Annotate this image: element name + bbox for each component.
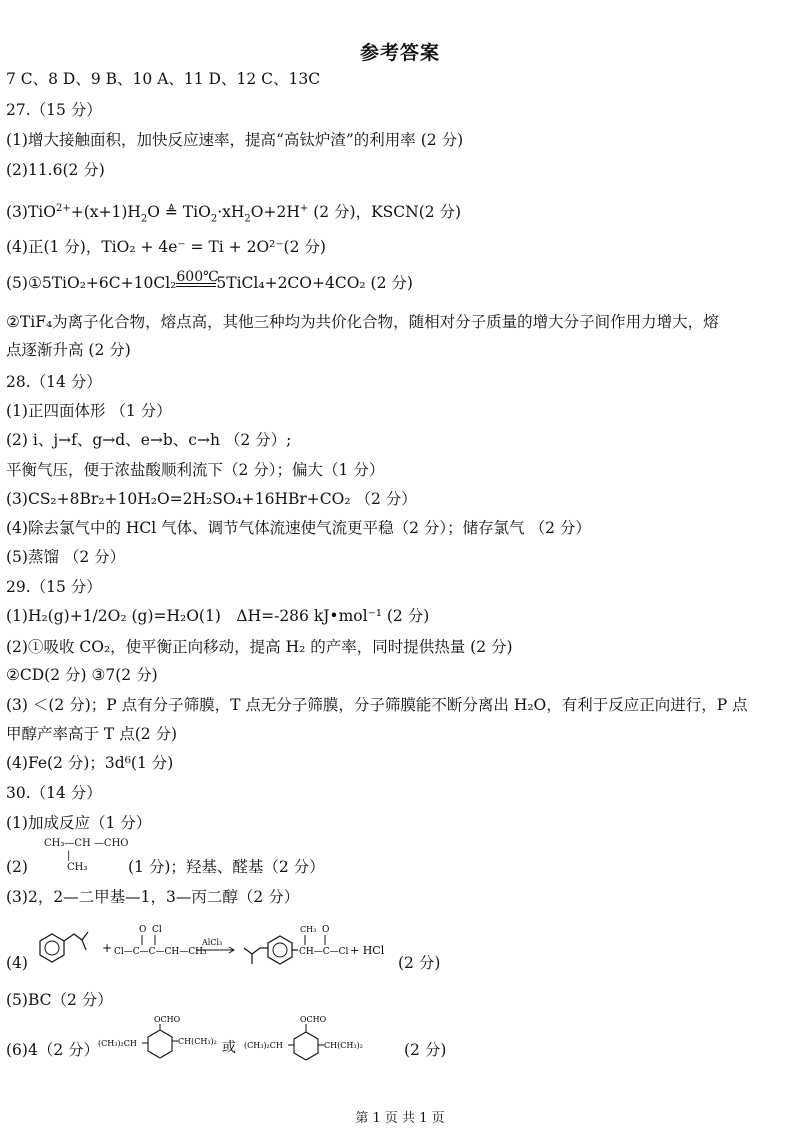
benzene-ring-icon [294, 1032, 318, 1060]
q30-answer-2-rest: (1 分)；羟基、醛基（2 分） [128, 858, 325, 876]
q27-answer-5: (5)①5TiO₂+6C+10Cl₂ 600℃ 5TiCl₄+2CO+4CO₂ (2 分) [6, 272, 413, 294]
q30-answer-2-label: (2) [6, 858, 28, 876]
q30-answer-6-label: (6)4（2 分） [6, 1041, 100, 1059]
q28-answer-2: (2) i、j→f、g→d、e→b、c→h （2 分）; [6, 431, 292, 449]
q28-answer-3: (3)CS₂+8Br₂+10H₂O=2H₂SO₄+16HBr+CO₂ （2 分） [6, 490, 417, 508]
q29-answer-2b: ②CD(2 分) ③7(2 分) [6, 666, 158, 684]
q30-answer-6-score: (2 分) [404, 1041, 447, 1059]
benzene-ring-icon [268, 936, 292, 964]
isobutyl-chain-icon [64, 932, 88, 941]
q27-answer-3: $(3)TiO^{2+}+(x+1)H_2O$ ≜ $TiO_2\cdot xH_2O+2H^+$ (2 分)，KSCN(2 分) [6, 203, 462, 225]
q28-answer-2b: 平衡气压，便于浓盐酸顺利流下（2 分）；偏大（1 分） [6, 461, 385, 479]
isomer-1-formate: OCHO [154, 1015, 181, 1024]
q28-header: 28.（14 分） [6, 373, 102, 391]
carbonyl-o: O [139, 925, 147, 935]
q29-answer-1: (1)H₂(g)+1/2O₂ (g)=H₂O(1) ΔH=-286 kJ•mol⁻¹ (2 分) [6, 607, 430, 625]
benzene-ring-icon [40, 934, 64, 962]
q30-answer-4-label: (4) [6, 954, 28, 972]
q27-answer-1: (1)增大接触面积，加快反应速率，提高“高钛炉渣”的利用率 (2 分) [6, 131, 464, 149]
product-methyl: CH₃ [300, 925, 317, 934]
product-formula: CH—C—Cl [299, 947, 349, 957]
q28-answer-1: (1)正四面体形 （1 分） [6, 402, 172, 420]
isomer-2-left-group: (CH₃)₂CH [244, 1041, 283, 1050]
isomer-2-formate: OCHO [300, 1015, 327, 1024]
plus-sign: + [102, 941, 113, 955]
isomer-structures [98, 1012, 408, 1064]
q27-answer-5b-line1: ②TiF₄为离子化合物，熔点高，其他三种均为共价化合物，随相对分子质量的增大分子间作用力增大，熔 [6, 313, 719, 331]
q27-header: 27.（15 分） [6, 101, 102, 119]
q29-answer-3-line2: 甲醇产率高于 T 点(2 分) [6, 725, 178, 743]
q30-answer-3: (3)2，2—二甲基—1，3—丙二醇（2 分） [6, 888, 300, 906]
q30-answer-5: (5)BC（2 分） [6, 991, 113, 1009]
or-word: 或 [222, 1040, 236, 1056]
q27-answer-5b-line2: 点逐渐升高 (2 分) [6, 341, 131, 359]
q27-answer-4: (4)正(1 分)，TiO₂ + 4e⁻ = Ti + 2O²⁻(2 分) [6, 238, 326, 256]
alpha-cl: Cl [152, 925, 162, 935]
isomer-1-left-group: (CH₃)₂CH [98, 1039, 137, 1048]
catalyst-label: AlCl₃ [202, 938, 223, 947]
q30-header: 30.（14 分） [6, 784, 102, 802]
isomer-1-right-group: CH(CH₃)₂ [178, 1037, 217, 1046]
q29-answer-2: (2)①吸收 CO₂，使平衡正向移动，提高 H₂ 的产率，同时提供热量 (2 分) [6, 638, 513, 656]
isomer-2-right-group: CH(CH₃)₂ [324, 1041, 363, 1050]
benzene-ring-icon [148, 1030, 172, 1058]
q29-answer-3-line1: (3) ＜(2 分)；P 点有分子筛膜，T 点无分子筛膜，分子筛膜能不断分离出 H₂O，有利于反应正向进行，P 点 [6, 696, 748, 714]
aromatic-circle-icon [273, 943, 287, 957]
q29-header: 29.（15 分） [6, 578, 102, 596]
page-footer: 第 1 页 共 1 页 [355, 1111, 445, 1126]
q27-answer-2: (2)11.6(2 分) [6, 161, 105, 179]
q29-answer-4: (4)Fe(2 分)；3d⁶(1 分) [6, 754, 174, 772]
hcl-byproduct: + HCl [350, 944, 385, 957]
q28-answer-4: (4)除去氯气中的 HCl 气体、调节气体流速使气流更平稳（2 分）；储存氯气 （2 分） [6, 519, 591, 537]
mc-answers: 7 C、8 D、9 B、10 A、11 D、12 C、13C [6, 70, 321, 88]
q28-answer-5: (5)蒸馏 （2 分） [6, 548, 126, 566]
structure-2-methylpropanal: CH₃—CH —CHO | CH₃ [44, 838, 129, 873]
q30-answer-1: (1)加成反应（1 分） [6, 814, 152, 832]
page-title: 参考答案 [359, 42, 440, 64]
aromatic-circle-icon [45, 941, 59, 955]
acyl-chloride-formula: Cl—C—C—CH—CH₃ [114, 947, 207, 957]
reaction-condition: 600℃ [176, 269, 219, 285]
reaction-4-scheme [30, 918, 390, 978]
product-carbonyl-o: O [322, 925, 330, 935]
q30-answer-4-score: (2 分) [398, 954, 441, 972]
